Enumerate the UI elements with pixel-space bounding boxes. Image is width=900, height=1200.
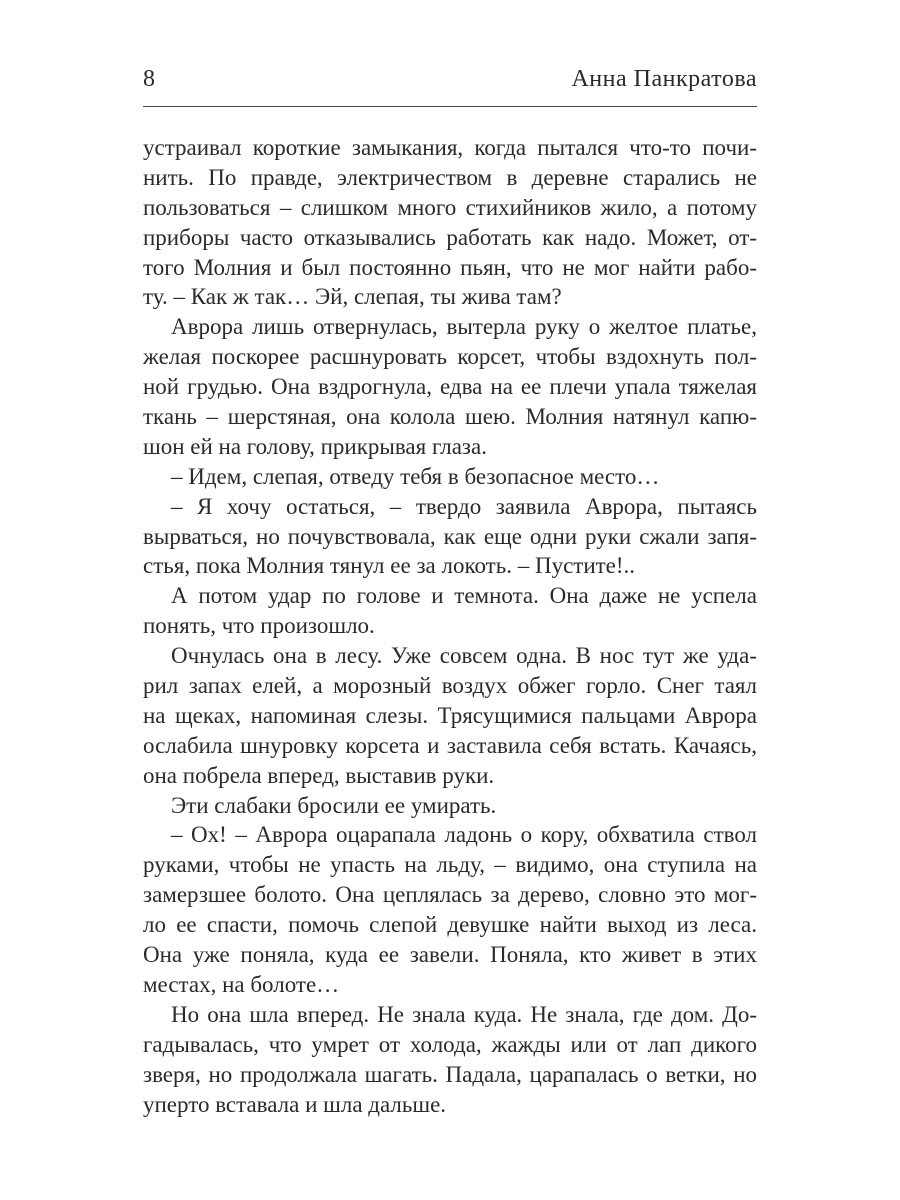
page-number: 8: [143, 66, 155, 92]
text-line: пользоваться – слишком много стихийников жило, а потому: [143, 194, 757, 220]
text-line: Эти слабаки бросили ее умирать.: [171, 792, 497, 818]
running-header: [143, 66, 757, 98]
text-line: уперто вставала и шла дальше.: [143, 1091, 447, 1117]
text-line: приборы часто отказывались работать как надо. Может, от-: [143, 224, 757, 250]
text-line: ло ее спасти, помочь слепой девушке найти выход из леса.: [143, 912, 757, 938]
text-line: Очнулась она в лесу. Уже совсем одна. В нос тут же уда-: [171, 643, 757, 669]
text-line: местах, на болоте…: [143, 971, 340, 997]
text-line: Аврора лишь отвернулась, вытерла руку о желтое платье,: [171, 314, 757, 340]
text-line: А потом удар по голове и темнота. Она даже не успела: [171, 583, 757, 609]
paragraph: [143, 820, 757, 999]
text-line: шон ей на голову, прикрывая глаза.: [143, 433, 487, 459]
text-line: замерзшее болото. Она цеплялась за дерево, словно это мог-: [143, 882, 757, 908]
body-text: [143, 133, 757, 1119]
text-line: – Ох! – Аврора оцарапала ладонь о кору, обхватила ствол: [171, 822, 757, 848]
paragraph: [143, 641, 757, 790]
text-line: руками, чтобы не упасть на льду, – видимо, она ступила на: [143, 852, 757, 878]
paragraph: [143, 581, 757, 641]
text-line: зверя, но продолжала шагать. Падала, царапалась о ветки, но: [143, 1061, 757, 1087]
text-line: того Молния и был постоянно пьян, что не мог найти рабо-: [143, 254, 757, 280]
paragraph: [143, 791, 757, 821]
paragraph: [143, 462, 757, 492]
text-line: ной грудью. Она вздрогнула, едва на ее плечи упала тяжелая: [143, 374, 757, 400]
text-line: стья, пока Молния тянул ее за локоть. – Пустите!..: [143, 553, 636, 579]
text-line: гадывалась, что умрет от холода, жажды или от лап дикого: [143, 1031, 757, 1057]
header-rule: [143, 106, 757, 107]
text-line: она побрела вперед, выставив руки.: [143, 762, 495, 788]
text-line: Но она шла вперед. Не знала куда. Не знала, где дом. До-: [171, 1001, 757, 1027]
text-line: ослабила шнуровку корсета и заставила себя встать. Качаясь,: [143, 732, 757, 758]
text-line: рил запах елей, а морозный воздух обжег горло. Снег таял: [143, 673, 757, 699]
text-line: ту. – Как ж так… Эй, слепая, ты жива там?: [143, 284, 562, 310]
text-line: Она уже поняла, куда ее завели. Поняла, кто живет в этих: [143, 942, 757, 968]
text-line: ткань – шерстяная, она колола шею. Молния натянул капю-: [143, 404, 757, 430]
paragraph: [143, 312, 757, 461]
text-line: – Я хочу остаться, – твердо заявила Аврора, пытаясь: [171, 493, 757, 519]
text-line: понять, что произошло.: [143, 613, 375, 639]
text-line: вырваться, но почувствовала, как еще одни руки сжали запя-: [143, 523, 757, 549]
text-line: на щеках, напоминая слезы. Трясущимися пальцами Аврора: [143, 702, 757, 728]
text-line: устраивал короткие замыкания, когда пытался что-то почи-: [143, 135, 757, 160]
paragraph: [143, 133, 757, 312]
running-head-author: Анна Панкратова: [571, 66, 757, 92]
text-line: – Идем, слепая, отведу тебя в безопасное место…: [171, 463, 660, 489]
paragraph: [143, 492, 757, 582]
text-line: желая поскорее расшнуровать корсет, чтобы вздохнуть пол-: [143, 344, 757, 370]
text-line: нить. По правде, электричеством в деревне старались не: [143, 164, 757, 190]
paragraph: [143, 1000, 757, 1120]
